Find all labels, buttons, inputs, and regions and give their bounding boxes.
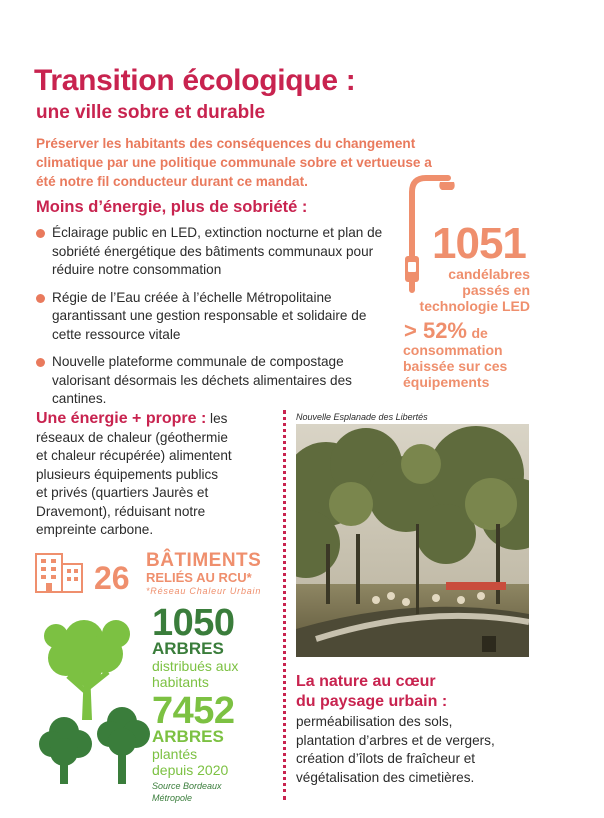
trees-distributed-unit: ARBRES [152, 639, 224, 658]
led-label-technology: technologie LED [419, 298, 530, 314]
buildings-rcu-label: RELIÉS AU RCU* [146, 570, 252, 585]
buildings-label: BÂTIMENTS [146, 550, 262, 571]
trees-illustration-icon [34, 610, 154, 790]
vertical-dotted-divider [283, 410, 286, 800]
bullet-dot-icon [36, 229, 45, 238]
trees-distributed-count: 1050 [152, 602, 235, 644]
trees-source: Source Bordeaux Métropole [152, 781, 222, 803]
buildings-count: 26 [94, 560, 130, 596]
photo-caption: Nouvelle Esplanade des Libertés [296, 412, 431, 422]
intro-paragraph: Préserver les habitants des conséquences du changement climatique par une politique communale sobre et vertueuse a été notre fil conducteur durant ce mandat. [36, 136, 432, 189]
consumption-reduction: > 52% de [404, 318, 488, 343]
clean-energy-paragraph: Une énergie + propre : les réseaux de chaleur (géothermie et chaleur récupérée) alimentent plusieurs équipements publics et privés (quartiers Jaurès et Dravemont), réduisant notre empreinte carbone. [36, 410, 232, 537]
esplanade-photo [296, 424, 529, 657]
trees-planted-label: plantés depuis 2020 [152, 746, 229, 778]
energy-heading: Moins d’énergie, plus de sobriété : [36, 198, 308, 216]
page-title: Transition écologique : [34, 64, 356, 97]
rcu-footnote: *Réseau Chaleur Urbain [146, 586, 262, 596]
bullet-dot-icon [36, 358, 45, 367]
nature-paragraph: perméabilisation des sols, plantation d’arbres et de vergers, création d’îlots de fraîcheur et végétalisation des cimetières. [296, 714, 495, 785]
trees-planted-count: 7452 [152, 690, 235, 732]
building-icon [34, 548, 86, 594]
list-item: Nouvelle plateforme communale de compostage valorisant désormais les déchets alimentaires des cantines. [36, 353, 396, 409]
bullet-dot-icon [36, 294, 45, 303]
list-item: Régie de l’Eau créée à l’échelle Métropolitaine garantissant une gestion responsable et solidaire de cette ressource vitale [36, 289, 396, 345]
led-count: 1051 [432, 219, 526, 268]
trees-planted-unit: ARBRES [152, 727, 224, 746]
page-subtitle: une ville sobre et durable [36, 102, 266, 123]
energy-bullet-list [36, 224, 396, 418]
trees-distributed-label: distribués aux habitants [152, 658, 239, 690]
led-label: candélabres passés en [448, 266, 530, 298]
nature-heading: La nature au cœur du paysage urbain : [296, 673, 448, 710]
consumption-label: consommation baissée sur ces équipements [403, 342, 508, 390]
list-item: Éclairage public en LED, extinction nocturne et plan de sobriété énergétique des bâtiments communaux pour réduire notre consommation [36, 224, 396, 280]
